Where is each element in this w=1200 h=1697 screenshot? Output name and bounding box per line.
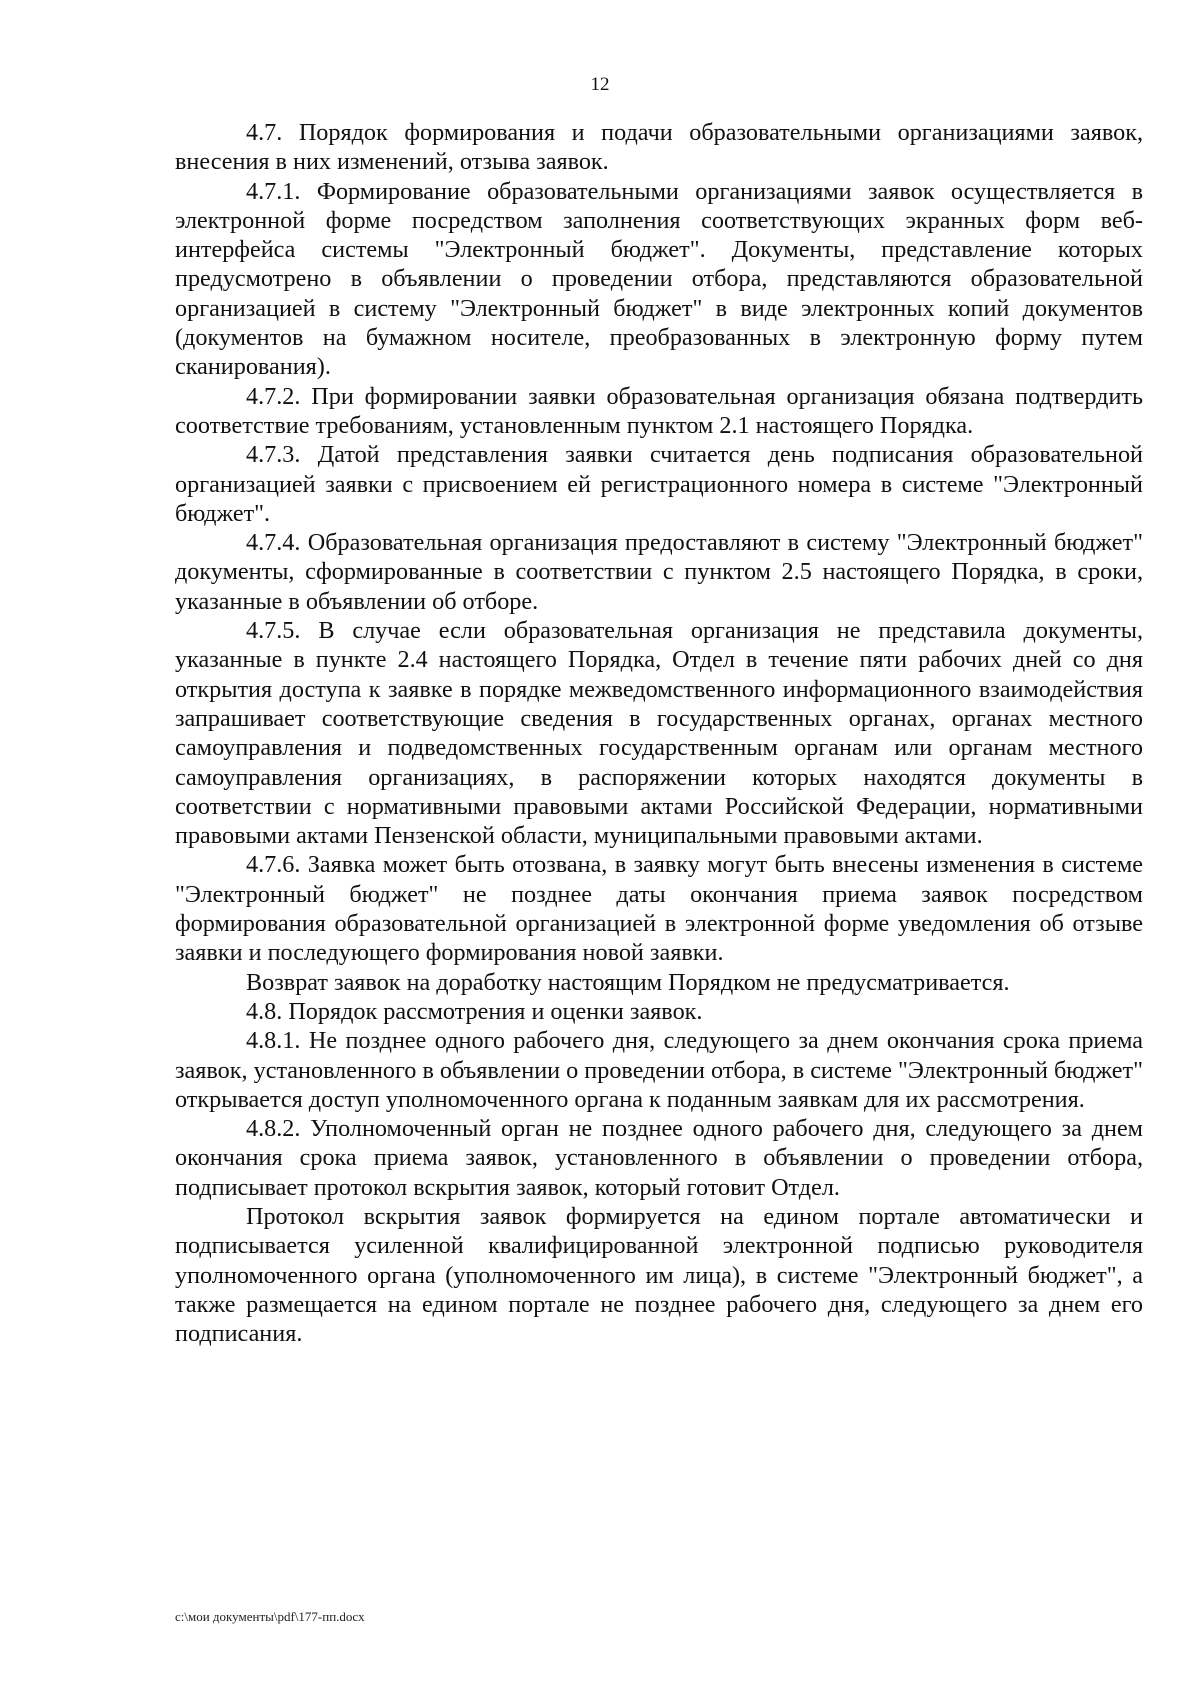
paragraph-4-8-1: 4.8.1. Не позднее одного рабочего дня, следующего за днем окончания срока приема заявок, установленного в объявлении о проведении отбора, в системе "Электронный бюджет" открывается доступ уполномоченного органа к поданным заявкам для их рассмотрения.: [175, 1027, 1143, 1113]
document-body: [175, 118, 1143, 1348]
paragraph-4-7: 4.7. Порядок формирования и подачи образовательными организациями заявок, внесения в них изменений, отзыва заявок.: [175, 119, 1143, 176]
paragraph-4-8-2: 4.8.2. Уполномоченный орган не позднее одного рабочего дня, следующего за днем окончания срока приема заявок, установленного в объявлении о проведении отбора, подписывает протокол вскрытия заявок, который готовит Отдел.: [175, 1115, 1143, 1201]
page-number: 12: [590, 74, 610, 95]
paragraph-4-7-6: 4.7.6. Заявка может быть отозвана, в заявку могут быть внесены изменения в системе "Электронный бюджет" не позднее даты окончания приема заявок посредством формирования образовательной организацией в электронной форме уведомления об отзыве заявки и последующего формирования новой заявки.: [175, 851, 1143, 967]
paragraph-4-7-1: 4.7.1. Формирование образовательными организациями заявок осуществляется в электронной форме посредством заполнения соответствующих экранных форм веб-интерфейса системы "Электронный бюджет". Документы, представление которых предусмотрено в объявлении о проведении отбора, представляются образовательной организацией в систему "Электронный бюджет" в виде электронных копий документов (документов на бумажном носителе, преобразованных в электронную форму путем сканирования).: [175, 177, 1143, 381]
footer-file-path: c:\мои документы\pdf\177-пп.docx: [175, 1609, 365, 1624]
paragraph-no-return: Возврат заявок на доработку настоящим Порядком не предусматривается.: [246, 968, 1010, 996]
paragraph-protocol: Протокол вскрытия заявок формируется на едином портале автоматически и подписывается усиленной квалифицированной электронной подписью руководителя уполномоченного органа (уполномоченного им лица), в системе "Электронный бюджет", а также размещается на едином портале не позднее рабочего дня, следующего за днем его подписания.: [175, 1202, 1143, 1348]
paragraph-4-8: 4.8. Порядок рассмотрения и оценки заявок.: [246, 997, 703, 1025]
paragraph-4-7-2: 4.7.2. При формировании заявки образовательная организация обязана подтвердить соответствие требованиям, установленным пунктом 2.1 настоящего Порядка.: [175, 382, 1143, 439]
paragraph-4-7-3: 4.7.3. Датой представления заявки считается день подписания образовательной организацией заявки с присвоением ей регистрационного номера в системе "Электронный бюджет".: [175, 441, 1143, 527]
paragraph-4-7-5: 4.7.5. В случае если образовательная организация не представила документы, указанные в пункте 2.4 настоящего Порядка, Отдел в течение пяти рабочих дней со дня открытия доступа к заявке в порядке межведомственного информационного взаимодействия запрашивает соответствующие сведения в государственных органах, органах местного самоуправления и подведомственных государственным органам или органам местного самоуправления организациях, в распоряжении которых находятся документы в соответствии с нормативными правовыми актами Российской Федерации, нормативными правовыми актами Пензенской области, муниципальными правовыми актами.: [175, 617, 1143, 850]
paragraph-4-7-4: 4.7.4. Образовательная организация предоставляют в систему "Электронный бюджет" документы, сформированные в соответствии с пунктом 2.5 настоящего Порядка, в сроки, указанные в объявлении об отборе.: [175, 529, 1143, 615]
